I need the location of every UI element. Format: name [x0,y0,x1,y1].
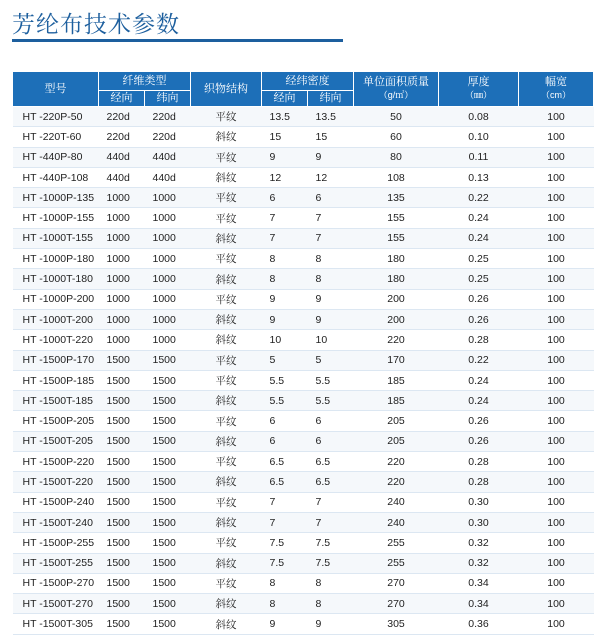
cell-model: HT -1500T-240 [13,512,99,532]
cell-thickness: 0.28 [439,452,519,472]
cell-weave: 平纹 [191,208,262,228]
cell-width: 100 [519,472,594,492]
cell-density-warp: 7.5 [262,533,308,553]
table-row [13,269,594,289]
cell-density-warp: 6 [262,431,308,451]
cell-width: 100 [519,309,594,329]
cell-density-warp: 7 [262,228,308,248]
cell-fiber-weft: 1000 [145,309,191,329]
cell-weave: 斜纹 [191,391,262,411]
cell-model: HT -440P-80 [13,147,99,167]
cell-areal-mass: 220 [354,330,439,350]
cell-areal-mass: 205 [354,411,439,431]
cell-density-weft: 7 [308,512,354,532]
cell-weave: 斜纹 [191,472,262,492]
cell-width: 100 [519,614,594,634]
cell-areal-mass: 135 [354,188,439,208]
cell-fiber-warp: 1500 [99,411,145,431]
cell-weave: 斜纹 [191,553,262,573]
table-row [13,228,594,248]
cell-model: HT -1500P-255 [13,533,99,553]
cell-density-warp: 9 [262,289,308,309]
cell-width: 100 [519,127,594,147]
table-row [13,127,594,147]
cell-weave: 平纹 [191,411,262,431]
cell-thickness: 0.32 [439,553,519,573]
cell-weave: 斜纹 [191,512,262,532]
cell-density-warp: 7 [262,492,308,512]
cell-weave: 平纹 [191,289,262,309]
cell-density-weft: 7.5 [308,553,354,573]
cell-fiber-warp: 1000 [99,309,145,329]
cell-fiber-weft: 1500 [145,594,191,614]
cell-density-weft: 8 [308,573,354,593]
cell-thickness: 0.30 [439,492,519,512]
cell-density-weft: 9 [308,309,354,329]
cell-fiber-weft: 1500 [145,431,191,451]
title-underline [12,39,343,42]
header-thickness-label: 厚度 [467,76,490,89]
cell-thickness: 0.28 [439,472,519,492]
cell-fiber-warp: 1000 [99,289,145,309]
cell-thickness: 0.24 [439,228,519,248]
header-density: 经纬密度 [262,72,354,91]
cell-fiber-warp: 1500 [99,472,145,492]
cell-density-weft: 8 [308,269,354,289]
cell-fiber-weft: 1500 [145,391,191,411]
cell-fiber-warp: 1000 [99,269,145,289]
cell-thickness: 0.24 [439,391,519,411]
cell-areal-mass: 155 [354,228,439,248]
cell-width: 100 [519,391,594,411]
cell-density-warp: 15 [262,127,308,147]
cell-fiber-weft: 1500 [145,492,191,512]
cell-fiber-warp: 1500 [99,370,145,390]
cell-areal-mass: 220 [354,452,439,472]
cell-model: HT -1500T-305 [13,614,99,634]
table-row [13,553,594,573]
cell-thickness: 0.26 [439,411,519,431]
header-weave: 织物结构 [191,72,262,107]
table-body [13,107,594,635]
cell-model: HT -1000T-200 [13,309,99,329]
cell-areal-mass: 200 [354,309,439,329]
cell-model: HT -1000T-220 [13,330,99,350]
cell-thickness: 0.34 [439,594,519,614]
cell-width: 100 [519,431,594,451]
header-areal-mass-label: 单位面积质量 [363,76,429,89]
cell-density-warp: 9 [262,147,308,167]
cell-model: HT -1500T-205 [13,431,99,451]
cell-weave: 斜纹 [191,431,262,451]
cell-width: 100 [519,188,594,208]
table-row [13,594,594,614]
cell-model: HT -1000T-180 [13,269,99,289]
table-row [13,350,594,370]
cell-fiber-weft: 1500 [145,614,191,634]
cell-fiber-warp: 1000 [99,330,145,350]
cell-density-warp: 7 [262,512,308,532]
cell-weave: 平纹 [191,188,262,208]
header-density-weft: 纬向 [308,91,354,107]
header-fiber-warp: 经向 [99,91,145,107]
cell-width: 100 [519,573,594,593]
cell-fiber-warp: 220d [99,127,145,147]
cell-fiber-warp: 1500 [99,553,145,573]
cell-model: HT -1000P-180 [13,249,99,269]
cell-fiber-warp: 220d [99,107,145,127]
cell-weave: 斜纹 [191,614,262,634]
cell-model: HT -1000P-135 [13,188,99,208]
cell-fiber-warp: 1500 [99,573,145,593]
cell-weave: 斜纹 [191,594,262,614]
cell-width: 100 [519,411,594,431]
cell-width: 100 [519,167,594,187]
cell-fiber-weft: 1500 [145,533,191,553]
cell-model: HT -220P-50 [13,107,99,127]
table-row [13,431,594,451]
cell-width: 100 [519,452,594,472]
cell-density-warp: 6.5 [262,452,308,472]
cell-weave: 平纹 [191,452,262,472]
cell-width: 100 [519,147,594,167]
cell-thickness: 0.26 [439,289,519,309]
header-thickness [439,72,519,107]
table-row [13,370,594,390]
cell-model: HT -1000T-155 [13,228,99,248]
cell-fiber-warp: 440d [99,147,145,167]
cell-areal-mass: 180 [354,269,439,289]
cell-model: HT -1500P-185 [13,370,99,390]
cell-weave: 平纹 [191,249,262,269]
cell-density-weft: 6.5 [308,472,354,492]
cell-width: 100 [519,350,594,370]
cell-weave: 平纹 [191,533,262,553]
cell-density-weft: 8 [308,594,354,614]
cell-thickness: 0.34 [439,573,519,593]
table-row [13,391,594,411]
cell-density-weft: 9 [308,147,354,167]
header-width-label: 幅宽 [545,76,567,89]
cell-width: 100 [519,330,594,350]
cell-density-warp: 6 [262,411,308,431]
cell-fiber-weft: 440d [145,167,191,187]
cell-thickness: 0.30 [439,512,519,532]
cell-areal-mass: 180 [354,249,439,269]
cell-areal-mass: 80 [354,147,439,167]
cell-width: 100 [519,228,594,248]
cell-thickness: 0.25 [439,249,519,269]
cell-areal-mass: 220 [354,472,439,492]
cell-width: 100 [519,208,594,228]
cell-density-weft: 15 [308,127,354,147]
cell-weave: 平纹 [191,492,262,512]
cell-fiber-weft: 1500 [145,472,191,492]
cell-model: HT -1500T-185 [13,391,99,411]
cell-weave: 斜纹 [191,269,262,289]
cell-density-warp: 5 [262,350,308,370]
cell-fiber-warp: 1000 [99,228,145,248]
header-areal-mass [354,72,439,107]
table-row [13,188,594,208]
cell-weave: 平纹 [191,370,262,390]
cell-width: 100 [519,107,594,127]
cell-areal-mass: 305 [354,614,439,634]
cell-density-weft: 7.5 [308,533,354,553]
cell-fiber-warp: 1500 [99,431,145,451]
cell-thickness: 0.11 [439,147,519,167]
cell-density-weft: 5 [308,350,354,370]
header-thickness-unit: （㎜） [464,90,492,100]
cell-density-warp: 7 [262,208,308,228]
table-row [13,492,594,512]
cell-thickness: 0.26 [439,431,519,451]
cell-fiber-weft: 220d [145,127,191,147]
cell-areal-mass: 270 [354,573,439,593]
cell-areal-mass: 270 [354,594,439,614]
cell-areal-mass: 185 [354,391,439,411]
cell-density-weft: 7 [308,208,354,228]
cell-fiber-weft: 440d [145,147,191,167]
cell-density-warp: 7.5 [262,553,308,573]
cell-fiber-warp: 1000 [99,208,145,228]
cell-weave: 斜纹 [191,167,262,187]
cell-width: 100 [519,289,594,309]
cell-density-weft: 9 [308,614,354,634]
cell-density-warp: 8 [262,249,308,269]
header-fiber-weft: 纬向 [145,91,191,107]
cell-areal-mass: 255 [354,553,439,573]
cell-model: HT -1000P-200 [13,289,99,309]
cell-fiber-weft: 1500 [145,411,191,431]
cell-fiber-warp: 1000 [99,188,145,208]
table-row [13,289,594,309]
cell-thickness: 0.22 [439,188,519,208]
spec-table [12,71,594,635]
cell-model: HT -1500P-240 [13,492,99,512]
cell-fiber-weft: 1000 [145,269,191,289]
table-row [13,573,594,593]
header-density-warp: 经向 [262,91,308,107]
cell-thickness: 0.24 [439,370,519,390]
cell-weave: 斜纹 [191,309,262,329]
header-areal-mass-unit: （g/㎡） [378,90,414,100]
cell-areal-mass: 205 [354,431,439,451]
cell-thickness: 0.25 [439,269,519,289]
cell-weave: 斜纹 [191,127,262,147]
cell-areal-mass: 155 [354,208,439,228]
cell-fiber-warp: 440d [99,167,145,187]
cell-fiber-weft: 1500 [145,512,191,532]
table-row [13,309,594,329]
table-row [13,208,594,228]
cell-thickness: 0.13 [439,167,519,187]
cell-fiber-weft: 1500 [145,452,191,472]
cell-weave: 平纹 [191,573,262,593]
table-row [13,249,594,269]
cell-fiber-warp: 1500 [99,533,145,553]
page-title: 芳纶布技术参数 [12,12,180,38]
cell-model: HT -220T-60 [13,127,99,147]
cell-density-warp: 6.5 [262,472,308,492]
cell-density-weft: 9 [308,289,354,309]
cell-density-warp: 6 [262,188,308,208]
table-row [13,512,594,532]
cell-width: 100 [519,370,594,390]
cell-density-warp: 10 [262,330,308,350]
cell-fiber-warp: 1500 [99,492,145,512]
cell-model: HT -1500P-220 [13,452,99,472]
cell-model: HT -1000P-155 [13,208,99,228]
cell-model: HT -1500T-270 [13,594,99,614]
cell-density-weft: 5.5 [308,391,354,411]
cell-fiber-weft: 1000 [145,289,191,309]
cell-density-warp: 8 [262,573,308,593]
cell-fiber-weft: 1000 [145,188,191,208]
header-width-unit: （cm） [541,90,571,100]
cell-fiber-weft: 1500 [145,573,191,593]
cell-weave: 斜纹 [191,330,262,350]
cell-thickness: 0.24 [439,208,519,228]
cell-width: 100 [519,512,594,532]
cell-fiber-weft: 1500 [145,370,191,390]
cell-thickness: 0.10 [439,127,519,147]
cell-areal-mass: 50 [354,107,439,127]
cell-density-weft: 10 [308,330,354,350]
cell-fiber-weft: 1000 [145,249,191,269]
cell-fiber-weft: 1500 [145,350,191,370]
cell-model: HT -1500P-205 [13,411,99,431]
cell-fiber-weft: 1500 [145,553,191,573]
cell-fiber-warp: 1500 [99,452,145,472]
cell-density-warp: 8 [262,269,308,289]
cell-areal-mass: 108 [354,167,439,187]
table-row [13,614,594,634]
cell-density-weft: 6 [308,431,354,451]
cell-density-warp: 9 [262,309,308,329]
cell-fiber-warp: 1000 [99,249,145,269]
cell-model: HT -1500P-170 [13,350,99,370]
cell-weave: 平纹 [191,147,262,167]
cell-density-warp: 9 [262,614,308,634]
cell-density-weft: 6 [308,411,354,431]
cell-width: 100 [519,553,594,573]
cell-density-warp: 8 [262,594,308,614]
table-row [13,330,594,350]
table-row [13,533,594,553]
cell-fiber-weft: 1000 [145,228,191,248]
cell-thickness: 0.22 [439,350,519,370]
cell-density-weft: 13.5 [308,107,354,127]
cell-density-weft: 7 [308,228,354,248]
cell-fiber-weft: 1000 [145,208,191,228]
cell-density-weft: 6 [308,188,354,208]
table-row [13,107,594,127]
cell-areal-mass: 60 [354,127,439,147]
table-row [13,452,594,472]
cell-thickness: 0.08 [439,107,519,127]
cell-model: HT -1500T-255 [13,553,99,573]
cell-thickness: 0.36 [439,614,519,634]
cell-thickness: 0.28 [439,330,519,350]
cell-areal-mass: 240 [354,512,439,532]
cell-areal-mass: 185 [354,370,439,390]
cell-density-weft: 6.5 [308,452,354,472]
cell-model: HT -440P-108 [13,167,99,187]
header-model: 型号 [13,72,99,107]
cell-model: HT -1500T-220 [13,472,99,492]
cell-density-weft: 7 [308,492,354,512]
cell-density-weft: 8 [308,249,354,269]
table-row [13,167,594,187]
cell-density-weft: 5.5 [308,370,354,390]
cell-areal-mass: 255 [354,533,439,553]
header-fiber-type: 纤维类型 [99,72,191,91]
header-width [519,72,594,107]
cell-model: HT -1500P-270 [13,573,99,593]
table-row [13,472,594,492]
cell-density-warp: 5.5 [262,391,308,411]
cell-density-warp: 13.5 [262,107,308,127]
cell-fiber-warp: 1500 [99,614,145,634]
cell-width: 100 [519,492,594,512]
cell-fiber-warp: 1500 [99,512,145,532]
cell-width: 100 [519,594,594,614]
cell-width: 100 [519,533,594,553]
cell-fiber-warp: 1500 [99,594,145,614]
cell-fiber-warp: 1500 [99,391,145,411]
cell-areal-mass: 170 [354,350,439,370]
cell-fiber-weft: 1000 [145,330,191,350]
table-row [13,411,594,431]
cell-density-warp: 12 [262,167,308,187]
cell-density-weft: 12 [308,167,354,187]
table-row [13,147,594,167]
cell-thickness: 0.32 [439,533,519,553]
cell-areal-mass: 200 [354,289,439,309]
cell-fiber-warp: 1500 [99,350,145,370]
cell-fiber-weft: 220d [145,107,191,127]
cell-weave: 斜纹 [191,228,262,248]
cell-thickness: 0.26 [439,309,519,329]
cell-weave: 平纹 [191,107,262,127]
cell-density-warp: 5.5 [262,370,308,390]
cell-width: 100 [519,269,594,289]
cell-weave: 平纹 [191,350,262,370]
cell-width: 100 [519,249,594,269]
cell-areal-mass: 240 [354,492,439,512]
